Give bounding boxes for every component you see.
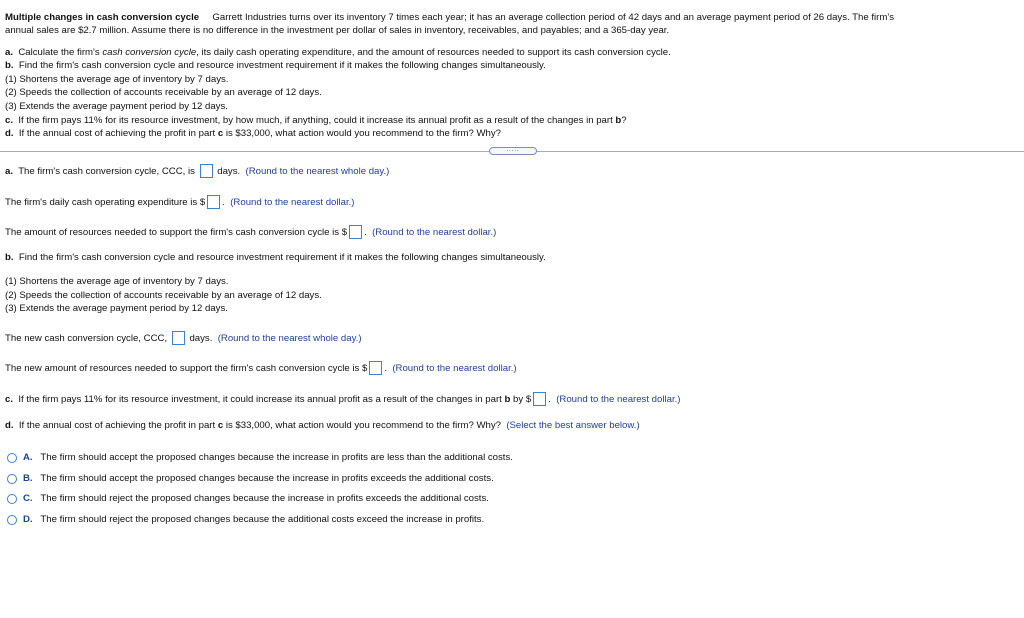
problem-title: Multiple changes in cash conversion cycle <box>5 12 200 23</box>
answer-a-label: a. <box>5 166 14 177</box>
answer-b-label: b. <box>5 252 14 263</box>
part-c-label: c. <box>5 115 14 126</box>
profit-increase-input[interactable] <box>533 392 546 406</box>
problem-part-c <box>5 115 627 126</box>
answer-d-text-end: is $33,000, what action would you recommend to the firm? Why? <box>223 420 501 431</box>
answer-b-text: Find the firm's cash conversion cycle and resource investment requirement if it makes the following changes simultaneously. <box>18 252 546 263</box>
option-b-letter: B. <box>23 473 33 484</box>
part-c-end: ? <box>621 115 627 126</box>
part-b-text: Find the firm's cash conversion cycle and resource investment requirement if it makes the following changes simultaneously. <box>18 60 546 71</box>
answer-c-text: If the firm pays 11% for its resource investment, it could increase its annual profit as a result of the changes in part <box>18 394 505 405</box>
answer-b2-row <box>5 361 517 375</box>
answer-d-bold: c <box>217 420 224 431</box>
answer-c-hint: (Round to the nearest dollar.) <box>556 394 681 405</box>
intro-line-2: annual sales are $2.7 million. Assume there is no difference in the investment per dollar of sales in inventory, receivables, and payables; and a 365-day year. <box>5 25 670 36</box>
option-d-letter: D. <box>23 514 33 525</box>
part-d-text: If the annual cost of achieving the profit in part <box>18 128 218 139</box>
answer-a2-text: The firm's daily cash operating expenditure is $ <box>5 197 206 208</box>
problem-part-a <box>5 47 671 58</box>
answer-a3-text: The amount of resources needed to support the firm's cash conversion cycle is $ <box>5 227 348 238</box>
part-a-italic: cash conversion cycle <box>102 47 197 58</box>
part-d-label: d. <box>5 128 14 139</box>
option-a-text: The firm should accept the proposed changes because the increase in profits are less than the additional costs. <box>40 452 513 463</box>
answer-b-row <box>5 252 546 263</box>
problem-change-3: (3) Extends the average payment period by 12 days. <box>5 101 228 112</box>
answer-a1-row <box>5 164 389 178</box>
option-c-radio[interactable] <box>7 494 17 504</box>
part-a-label: a. <box>5 47 14 58</box>
answer-b1-hint: (Round to the nearest whole day.) <box>217 333 362 344</box>
problem-part-d <box>5 128 501 139</box>
answer-c-row <box>5 392 680 406</box>
answer-change-1: (1) Shortens the average age of inventory by 7 days. <box>5 276 229 287</box>
answer-c-label: c. <box>5 394 14 405</box>
answer-a1-hint: (Round to the nearest whole day.) <box>245 166 390 177</box>
problem-part-b <box>5 60 546 71</box>
expand-button[interactable]: ..... <box>489 147 537 155</box>
answer-b2-hint: (Round to the nearest dollar.) <box>392 363 517 374</box>
answer-b1-row <box>5 331 362 345</box>
answer-d-hint: (Select the best answer below.) <box>506 420 640 431</box>
option-b[interactable] <box>23 473 494 484</box>
answer-d-text: If the annual cost of achieving the profit in part <box>18 420 218 431</box>
ccc-input[interactable] <box>200 164 213 178</box>
answer-c-by: by $ <box>510 394 532 405</box>
part-d-bold: c <box>217 128 224 139</box>
answer-d-row <box>5 420 640 431</box>
option-d-radio[interactable] <box>7 515 17 525</box>
option-b-text: The firm should accept the proposed changes because the increase in profits exceeds the additional costs. <box>40 473 494 484</box>
answer-b1-unit: days. <box>189 333 213 344</box>
answer-a2-row <box>5 195 355 209</box>
new-ccc-input[interactable] <box>172 331 185 345</box>
option-a-letter: A. <box>23 452 33 463</box>
answer-a2-hint: (Round to the nearest dollar.) <box>230 197 355 208</box>
answer-b2-text: The new amount of resources needed to support the firm's cash conversion cycle is $ <box>5 363 368 374</box>
part-c-bold: b <box>615 115 622 126</box>
part-a-text-end: , its daily cash operating expenditure, and the amount of resources needed to support its cash conversion cycle. <box>196 47 671 58</box>
answer-a3-hint: (Round to the nearest dollar.) <box>372 227 497 238</box>
part-b-label: b. <box>5 60 14 71</box>
answer-a3-row <box>5 225 496 239</box>
answer-c-period: . <box>548 394 551 405</box>
problem-header <box>5 12 894 23</box>
problem-change-1: (1) Shortens the average age of inventory by 7 days. <box>5 74 229 85</box>
option-d[interactable] <box>23 514 484 525</box>
part-a-text: Calculate the firm's <box>18 47 103 58</box>
option-c-text: The firm should reject the proposed changes because the increase in profits exceeds the additional costs. <box>40 493 489 504</box>
option-a[interactable] <box>23 452 513 463</box>
answer-change-3: (3) Extends the average payment period by 12 days. <box>5 303 228 314</box>
answer-a1-text: The firm's cash conversion cycle, CCC, is <box>18 166 195 177</box>
intro-line-1: Garrett Industries turns over its inventory 7 times each year; it has an average collection period of 42 days and an average payment period of 26 days. The firm's <box>212 12 894 23</box>
option-c[interactable] <box>23 493 489 504</box>
new-resources-input[interactable] <box>369 361 382 375</box>
answer-change-2: (2) Speeds the collection of accounts receivable by an average of 12 days. <box>5 290 322 301</box>
option-c-letter: C. <box>23 493 33 504</box>
option-d-text: The firm should reject the proposed changes because the additional costs exceed the increase in profits. <box>40 514 485 525</box>
answer-a3-period: . <box>364 227 367 238</box>
answer-c-bold: b <box>504 394 511 405</box>
answer-a1-unit: days. <box>217 166 241 177</box>
resources-input[interactable] <box>349 225 362 239</box>
daily-expenditure-input[interactable] <box>207 195 220 209</box>
part-c-text: If the firm pays 11% for its resource investment, by how much, if anything, could it increase its annual profit as a result of the changes in part <box>18 115 616 126</box>
answer-d-label: d. <box>5 420 14 431</box>
answer-b1-text: The new cash conversion cycle, CCC, <box>5 333 168 344</box>
answer-a2-period: . <box>222 197 225 208</box>
problem-change-2: (2) Speeds the collection of accounts receivable by an average of 12 days. <box>5 87 322 98</box>
part-d-end: is $33,000, what action would you recommend to the firm? Why? <box>223 128 501 139</box>
option-a-radio[interactable] <box>7 453 17 463</box>
option-b-radio[interactable] <box>7 474 17 484</box>
answer-b2-period: . <box>384 363 387 374</box>
